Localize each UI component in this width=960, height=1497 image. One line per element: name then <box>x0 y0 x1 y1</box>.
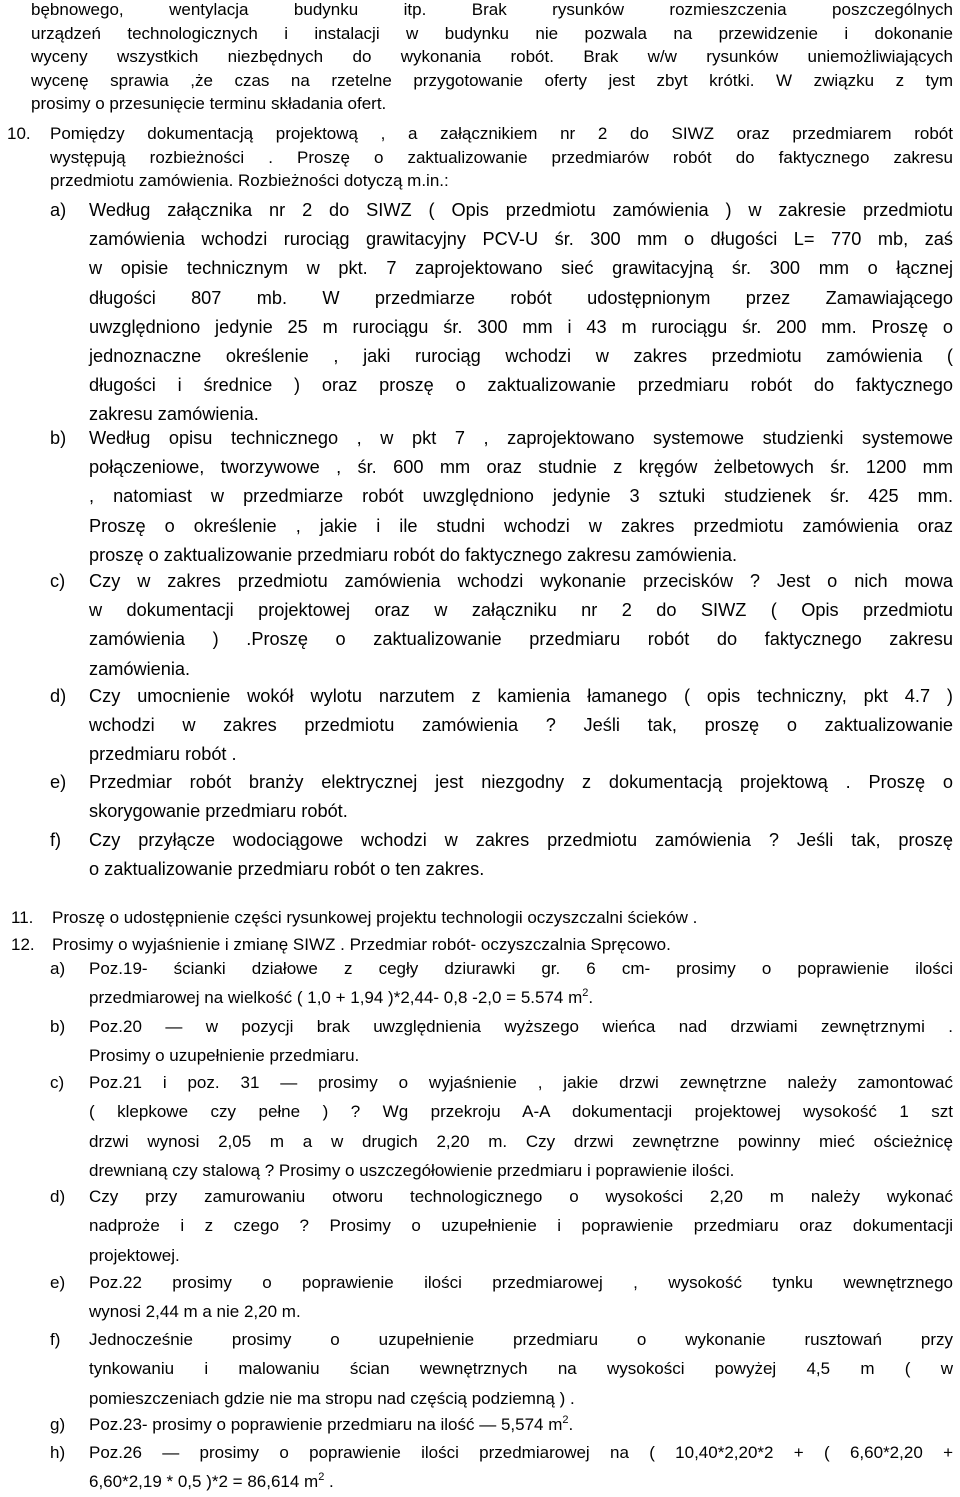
item-line: przedmiarowej na wielkość ( 1,0 + 1,94 )*2,44- 0,8 -2,0 = 5.574 $m^2$. <box>89 987 594 1008</box>
item-line: 6,60*2,19 * 0,5 )*2 = 86,614 $m^2$ . <box>89 1471 334 1492</box>
item-line: drewnianą czy stalową ? Prosimy o uszczegółowienie przedmiaru i poprawienie ilości. <box>89 1161 735 1181</box>
item-line: w opisie technicznym w pkt. 7 zaprojektowano sieć grawitacyjną śr. 300 mm o łącznej <box>89 258 953 279</box>
item-line: Według opisu technicznego , w pkt 7 , zaprojektowano systemowe studzienki systemowe <box>89 428 953 448</box>
item-line: Czy w zakres przedmiotu zamówienia wchodzi wykonanie przecisków ? Jest o nich mowa <box>89 571 953 591</box>
item-line: Poz.21 i poz. 31 — prosimy o wyjaśnienie , jakie drzwi zewnętrzne należy zamontować <box>89 1073 953 1092</box>
question-10-text <box>50 122 953 193</box>
item-line: Przedmiar robót branży elektrycznej jest niezgodny z dokumentacją projektową . Proszę o <box>89 772 953 792</box>
q10-item-d <box>89 682 953 770</box>
item-label: b) <box>50 428 67 448</box>
q12-item-c <box>89 1068 953 1186</box>
item-line: Proszę o określenie , jakie i ile studni wchodzi w zakres przedmiotu zamówienia oraz <box>89 515 953 536</box>
q10-item-c <box>89 567 953 684</box>
intro-paragraph <box>31 0 953 116</box>
superscript: 2 <box>562 1414 569 1426</box>
item-label: c) <box>50 571 66 591</box>
q12-item-a <box>89 954 953 1013</box>
question-11-text: Proszę o udostępnienie części rysunkowej projektu technologii oczyszczalni ścieków . <box>52 908 698 927</box>
item-line: Według załącznika nr 2 do SIWZ ( Opis przedmiotu zamówienia ) w zakresie przedmiotu <box>89 200 953 220</box>
item-line: wynosi 2,44 m a nie 2,20 m. <box>89 1302 301 1322</box>
item-line: o zaktualizowanie przedmiaru robót o ten zakres. <box>89 859 485 880</box>
item-line: nadproże i z czego ? Prosimy o uzupełnienie i poprawienie przedmiaru oraz dokumentacji <box>89 1216 953 1236</box>
item-label: g) <box>50 1415 66 1434</box>
item-line: tynkowaniu i malowaniu ścian wewnętrznych na wysokości powyżej 4,5 m ( w <box>89 1359 953 1379</box>
question-line: występują rozbieżności . Proszę o zaktualizowanie przedmiarów robót do faktycznego zakresu <box>50 147 953 167</box>
intro-line: wycenę sprawia ,że czas na rzetelne przygotowanie oferty jest zbyt krótki. W związku z tym <box>31 70 953 90</box>
question-line: przedmiotu zamówienia. Rozbieżności dotyczą m.in.: <box>50 171 449 191</box>
q12-item-h <box>89 1438 953 1497</box>
item-label: d) <box>50 686 67 706</box>
superscript: 2 <box>582 987 589 1000</box>
intro-line: bębnowego, wentylacja budynku itp. Brak rysunków rozmieszczenia poszczególnych <box>31 0 953 19</box>
item-line: połączeniowe, tworzywowe , śr. 600 mm oraz studnie z kręgów żelbetowych śr. 1200 mm <box>89 457 953 478</box>
item-line: zamówienia wchodzi rurociąg grawitacyjny PCV-U śr. 300 mm o długości L= 770 mb, zaś <box>89 229 953 250</box>
intro-line: prosimy o przesunięcie terminu składania ofert. <box>31 94 387 114</box>
item-label: h) <box>50 1443 66 1462</box>
item-line: zamówienia. <box>89 658 191 679</box>
item-line: Poz.26 — prosimy o poprawienie ilości przedmiarowej na ( 10,40*2,20*2 + ( 6,60*2,20 + <box>89 1443 953 1462</box>
q10-item-f <box>89 826 953 884</box>
item-line: zamówienia ) .Proszę o zaktualizowanie przedmiaru robót do faktycznego zakresu <box>89 629 953 650</box>
item-line: projektowej. <box>89 1245 180 1265</box>
item-line: długości i średnice ) oraz proszę o zaktualizowanie przedmiaru robót do faktycznego <box>89 375 953 396</box>
item-label: f) <box>50 830 62 850</box>
question-number: 11. <box>11 908 34 927</box>
q12-item-e <box>89 1268 953 1327</box>
item-line: przedmiaru robót . <box>89 744 237 765</box>
item-line: drzwi wynosi 2,05 m a w drugich 2,20 m. Czy drzwi zewnętrzne powinny mieć ościeżnicę <box>89 1131 953 1151</box>
item-label: f) <box>50 1330 61 1349</box>
item-line: , natomiast w przedmiarze robót uwzględniono jedynie 3 sztuki studzienek śr. 425 mm. <box>89 486 953 507</box>
superscript: 2 <box>318 1471 325 1484</box>
item-label: a) <box>50 959 66 978</box>
question-number: 12. <box>11 935 35 954</box>
item-line: Prosimy o uzupełnienie przedmiaru. <box>89 1046 360 1066</box>
question-line: Pomiędzy dokumentacją projektową , a załącznikiem nr 2 do SIWZ oraz przedmiarem robót <box>50 124 953 143</box>
question-number: 10. <box>7 124 31 143</box>
intro-line: urządzeń technologicznych i instalacji w budynku nie pozwala na przewidzenie i dokonanie <box>31 23 953 43</box>
item-line: proszę o zaktualizowanie przedmiaru robót do faktycznego zakresu zamówienia. <box>89 544 738 565</box>
item-label: d) <box>50 1187 66 1206</box>
q10-item-e <box>89 768 953 826</box>
item-label: b) <box>50 1017 66 1036</box>
q12-item-f <box>89 1325 953 1413</box>
item-line: Jednocześnie prosimy o uzupełnienie przedmiaru o wykonanie rusztowań przy <box>89 1330 953 1349</box>
item-line: długości 807 mb. W przedmiarze robót udostępnionym przez Zamawiającego <box>89 287 953 308</box>
item-line: Poz.19- ścianki działowe z cegły dziurawki gr. 6 cm- prosimy o poprawienie ilości <box>89 959 953 978</box>
item-label: c) <box>50 1073 65 1092</box>
q12-item-b <box>89 1012 953 1071</box>
q10-item-a <box>89 196 953 430</box>
item-label: a) <box>50 200 67 220</box>
item-line: Poz.23- prosimy o poprawienie przedmiaru na ilość — 5,574 $m^2$. <box>89 1414 574 1434</box>
item-line: Czy umocnienie wokół wylotu narzutem z kamienia łamanego ( opis techniczny, pkt 4.7 ) <box>89 686 953 706</box>
item-line: jednoznaczne określenie , jaki rurociąg wchodzi w zakres przedmiotu zamówienia ( <box>89 346 953 367</box>
intro-line: wyceny wszystkich niezbędnych do wykonania robót. Brak w/w rysunków uniemożliwiających <box>31 47 953 67</box>
item-line: wchodzi w zakres przedmiotu zamówienia ? Jeśli tak, proszę o zaktualizowanie <box>89 715 953 736</box>
q12-item-d <box>89 1182 953 1270</box>
item-line: uwzględniono jedynie 25 m rurociągu śr. 300 mm i 43 m rurociągu śr. 200 mm. Proszę o <box>89 316 953 337</box>
item-line: pomieszczeniach gdzie nie ma stropu nad częścią podziemną ) . <box>89 1388 575 1408</box>
item-line: skorygowanie przedmiaru robót. <box>89 801 348 822</box>
item-line: w dokumentacji projektowej oraz w załączniku nr 2 do SIWZ ( Opis przedmiotu <box>89 600 953 621</box>
q12-item-g <box>89 1410 953 1439</box>
question-12-text: Prosimy o wyjaśnienie i zmianę SIWZ . Przedmiar robót- oczyszczalnia Spręcowo. <box>52 935 671 954</box>
item-label: e) <box>50 772 67 792</box>
item-line: ( klepkowe czy pełne ) ? Wg przekroju A-A dokumentacji projektowej wysokość 1 szt <box>89 1102 953 1122</box>
item-line: Poz.22 prosimy o poprawienie ilości przedmiarowej , wysokość tynku wewnętrznego <box>89 1273 953 1292</box>
q10-item-b <box>89 424 953 570</box>
item-line: Czy przy zamurowaniu otworu technologicznego o wysokości 2,20 m należy wykonać <box>89 1187 953 1206</box>
item-line: Poz.20 — w pozycji brak uwzględnienia wyższego wieńca nad drzwiami zewnętrznymi . <box>89 1017 953 1036</box>
item-line: zakresu zamówienia. <box>89 404 259 425</box>
item-line: Czy przyłącze wodociągowe wchodzi w zakres przedmiotu zamówienia ? Jeśli tak, proszę <box>89 830 953 850</box>
item-label: e) <box>50 1273 66 1292</box>
